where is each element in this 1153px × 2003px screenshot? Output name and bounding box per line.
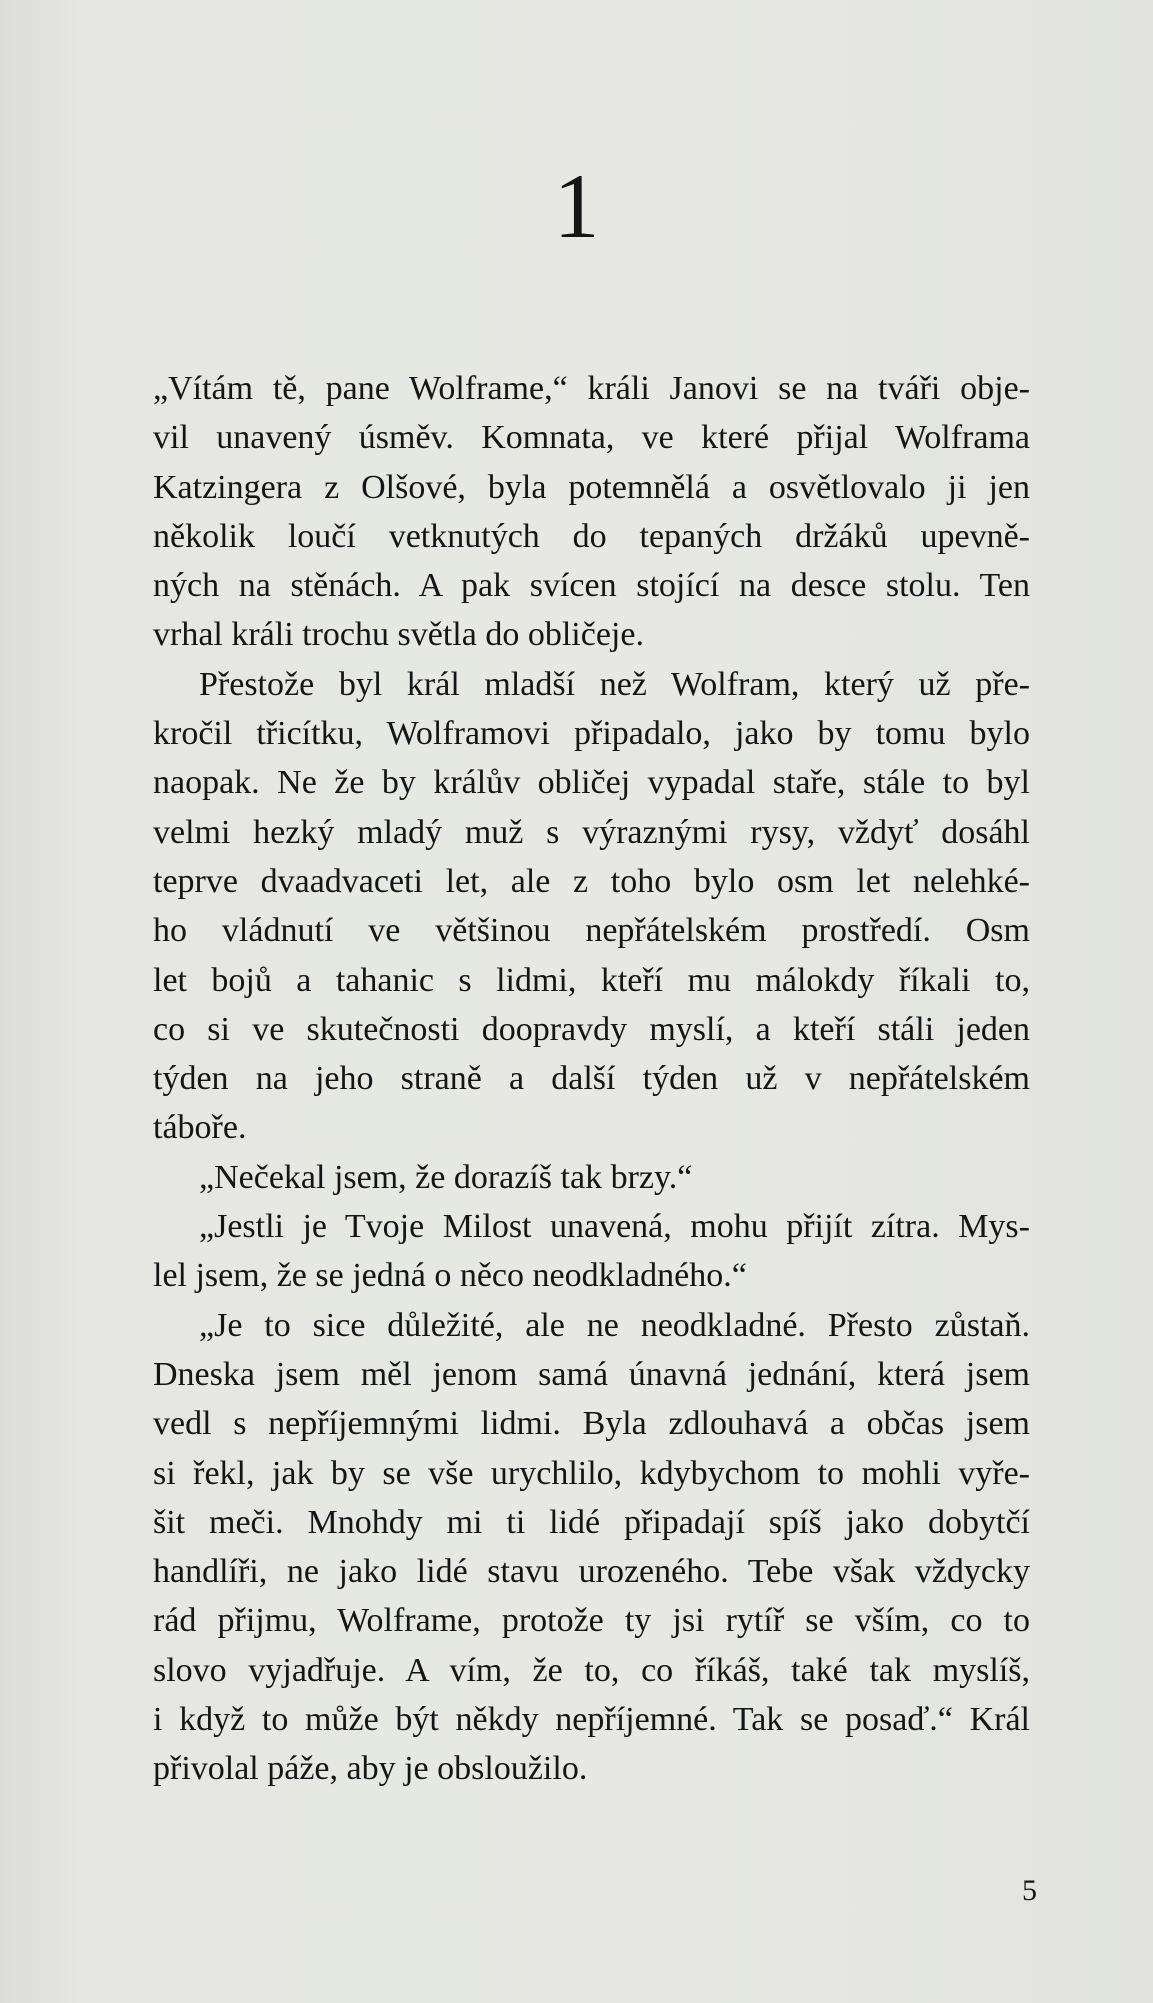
text-line: teprve dvaadvaceti let, ale z toho bylo osm let nelehké-	[153, 862, 1030, 900]
text-line: let bojů a tahanic s lidmi, kteří mu málokdy říkali to,	[153, 961, 1030, 999]
text-line: několik loučí vetknutých do tepaných držáků upevně-	[153, 517, 1030, 555]
text-line: „Nečekal jsem, že dorazíš tak brzy.“	[199, 1158, 693, 1196]
text-line: týden na jeho straně a další týden už v nepřátelském	[153, 1060, 1030, 1098]
text-line: i když to může být někdy nepříjemné. Tak se posaď.“ Král	[153, 1701, 1030, 1739]
text-line: „Jestli je Tvoje Milost unavená, mohu přijít zítra. Mys-	[199, 1208, 1030, 1246]
text-line: slovo vyjadřuje. A vím, že to, co říkáš, také tak myslíš,	[153, 1651, 1030, 1689]
text-line: rád přijmu, Wolframe, protože ty jsi rytíř se vším, co to	[153, 1602, 1030, 1640]
text-line: šit meči. Mnohdy mi ti lidé připadají spíš jako dobytčí	[153, 1503, 1030, 1541]
chapter-number: 1	[553, 155, 600, 257]
text-line: ných na stěnách. A pak svícen stojící na desce stolu. Ten	[153, 567, 1030, 605]
text-line: přivolal páže, aby je obsloužilo.	[153, 1750, 588, 1788]
text-line: ho vládnutí ve většinou nepřátelském prostředí. Osm	[153, 912, 1030, 950]
text-line: kročil třicítku, Wolframovi připadalo, jako by tomu bylo	[153, 715, 1030, 753]
text-line: „Vítám tě, pane Wolframe,“ králi Janovi se na tváři obje-	[153, 370, 1030, 407]
text-line: táboře.	[153, 1109, 247, 1147]
text-line: „Je to sice důležité, ale ne neodkladné. Přesto zůstaň.	[199, 1306, 1030, 1344]
text-line: handlíři, ne jako lidé stavu urozeného. Tebe však vždycky	[153, 1553, 1030, 1591]
page-number: 5	[1022, 1874, 1037, 1907]
text-line: velmi hezký mladý muž s výraznými rysy, vždyť dosáhl	[153, 813, 1030, 851]
text-line: Katzingera z Olšové, byla potemnělá a osvětlovalo ji jen	[153, 468, 1030, 506]
text-line: Přestože byl král mladší než Wolfram, který už pře-	[199, 665, 1030, 703]
text-line: vil unavený úsměv. Komnata, ve které přijal Wolframa	[153, 419, 1030, 457]
text-line: co si ve skutečnosti doopravdy myslí, a kteří stáli jeden	[153, 1010, 1030, 1048]
text-line: vedl s nepříjemnými lidmi. Byla zdlouhavá a občas jsem	[153, 1405, 1030, 1443]
text-line: naopak. Ne že by králův obličej vypadal staře, stále to byl	[153, 764, 1030, 802]
text-line: si řekl, jak by se vše urychlilo, kdybychom to mohli vyře-	[153, 1454, 1030, 1492]
text-line: lel jsem, že se jedná o něco neodkladného.“	[153, 1257, 747, 1295]
body-text	[153, 364, 1030, 1794]
text-line: Dneska jsem měl jenom samá únavná jednání, která jsem	[153, 1355, 1030, 1393]
text-line: vrhal králi trochu světla do obličeje.	[153, 616, 644, 654]
